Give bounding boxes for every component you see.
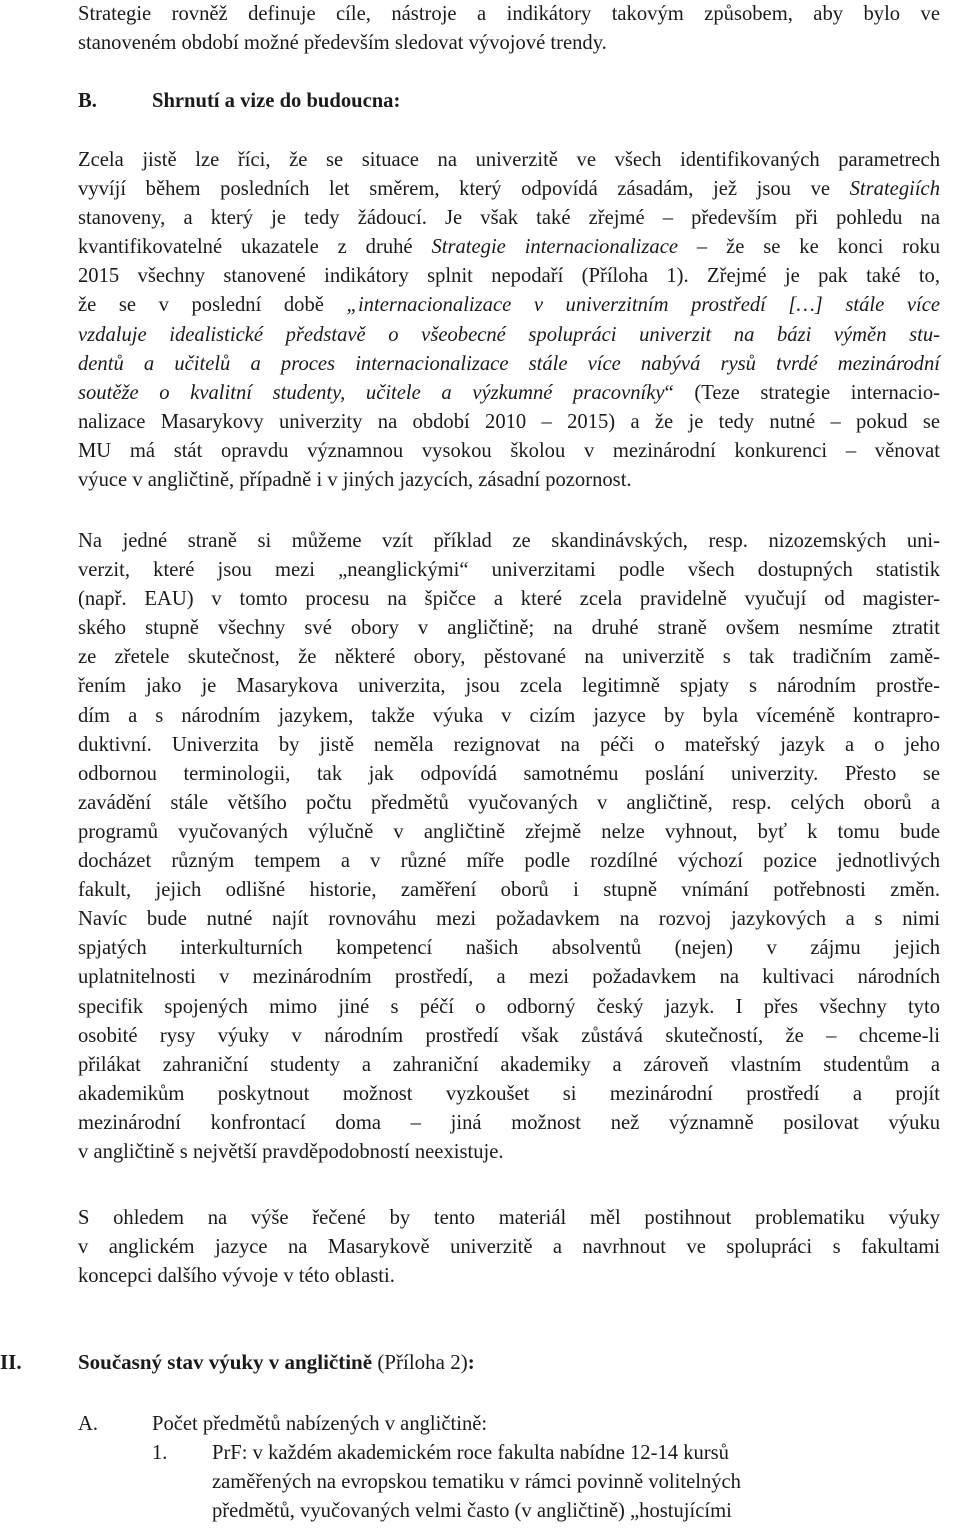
paragraph-scandinavian-example	[78, 527, 940, 1167]
section-b-heading	[78, 87, 400, 116]
section-b-label: B.	[78, 90, 97, 112]
p1-line-9: soutěže o kvalitní studenty, učitele a výzkumné pracovníky“ (Teze strategie internacio-	[78, 381, 940, 404]
p2-line: ze zřetele skutečnost, že některé obory, pěstované na univerzitě s tak tradičním zamě-	[78, 646, 940, 669]
p2-line: mezinárodní konfrontací doma – jiná možnost než významně posilovat výuku	[78, 1111, 940, 1134]
p2-line: Na jedné straně si můžeme vzít příklad ze skandinávských, resp. nizozemských uni-	[78, 530, 940, 552]
p2-line: uplatnitelnosti v mezinárodním prostředí, a mezi požadavkem na kultivaci národních	[78, 966, 940, 989]
intro-line-2: stanoveném období možné především sledovat vývojové trendy.	[78, 32, 607, 55]
p1-line-1: Zcela jistě lze říci, že se situace na univerzitě ve všech identifikovaných parametrech	[78, 149, 940, 171]
p3-line: koncepci dalšího vývoje v této oblasti.	[78, 1265, 395, 1288]
p1-line-5: 2015 všechny stanovené indikátory splnit nepodaří (Příloha 1). Zřejmé je pak také to,	[78, 265, 940, 288]
p2-line: odbornou terminologii, tak jak odpovídá samotnému poslání univerzity. Přesto se	[78, 762, 940, 785]
p1-line-8: dentů a učitelů a proces internacionalizace stále více nabývá rysů tvrdé mezinárodní	[78, 352, 940, 375]
p3-line: S ohledem na výše řečené by tento materiál měl postihnout problematiku výuky	[78, 1207, 940, 1229]
section-b-title: Shrnutí a vize do budoucna:	[152, 90, 401, 112]
p2-line: řením jako je Masarykova univerzita, jsou zcela legitimně spjaty s národním prostře-	[78, 675, 940, 698]
p2-line: specifik spojených mimo jiné s péčí o odborný český jazyk. I přes všechny tyto	[78, 995, 940, 1018]
p2-line: verzit, které jsou mezi „neanglickými“ univerzitami podle všech dostupných statistik	[78, 559, 940, 582]
p1-line-11: MU má stát opravdu významnou vysokou školou v mezinárodní konkurenci – věnovat	[78, 439, 940, 462]
p2-line: zavádění stále většího počtu předmětů vyučovaných v angličtině, resp. celých oborů a	[78, 791, 940, 814]
p1-line-4: kvantifikovatelné ukazatele z druhé Strategie internacionalizace – že se ke konci roku	[78, 236, 941, 259]
p1-line-12: výuce v angličtině, případně i v jiných jazycích, zásadní pozornost.	[78, 469, 632, 492]
p2-line: spjatých interkulturních kompetencí našich absolventů (nejen) v zájmu jejich	[78, 937, 940, 960]
p2-line: fakult, jejich odlišné historie, zaměření oborů i stupně vnímání potřebnosti změn.	[78, 879, 940, 902]
p2-line: docházet různým tempem a v různé míře podle rozdílné výchozí pozice jednotlivých	[78, 850, 940, 873]
p2-line: v angličtině s největší pravděpodobností neexistuje.	[78, 1140, 504, 1163]
paragraph-purpose	[78, 1204, 940, 1291]
intro-paragraph	[78, 0, 940, 58]
list-item-line: zaměřených na evropskou tematiku v rámci povinně volitelných	[212, 1471, 741, 1493]
p3-line: v anglickém jazyce na Masarykově univerzitě a navrhnout ve spolupráci s fakultami	[78, 1236, 940, 1259]
p2-line: programů vyučovaných výlučně v angličtině zřejmě nelze vyhnout, byť k tomu bude	[78, 820, 940, 843]
p2-line: přilákat zahraniční studenty a zahraniční akademiky a zároveň vlastním studentům a	[78, 1053, 940, 1076]
subsection-a-heading	[78, 1410, 487, 1439]
p2-line: duktivní. Univerzita by jistě neměla rezignovat na péči o mateřský jazyk a o jeho	[78, 733, 940, 756]
p1-line-3: stanoveny, a který je tedy žádoucí. Je však také zřejmé – především při pohledu na	[78, 207, 940, 230]
list-item-line: PrF: v každém akademickém roce fakulta nabídne 12-14 kursů	[212, 1442, 729, 1464]
subsection-a-label: A.	[78, 1413, 99, 1435]
p1-line-2: vyvíjí během posledních let směrem, který odpovídá zásadám, jež jsou ve Strategiích	[78, 178, 940, 201]
p1-line-7: vzdaluje idealistické představě o všeobecné spolupráci univerzit na bázi výměn stu-	[78, 323, 940, 346]
list-item-line: předmětů, vyučovaných velmi často (v angličtině) „hostujícími	[212, 1500, 732, 1522]
section-ii-number: II.	[0, 1350, 22, 1374]
p1-line-10: nalizace Masarykovy univerzity na období 2010 – 2015) a že je tedy nutné – pokud se	[78, 410, 940, 433]
list-item-number: 1.	[152, 1442, 168, 1464]
p2-line: akademikům poskytnout možnost vyzkoušet si mezinárodní prostředí a projít	[78, 1082, 940, 1105]
p2-line: osobité rysy výuky v národním prostředí však zůstává skutečností, že – chceme-li	[78, 1024, 940, 1047]
p1-line-6: že se v poslední době „internacionalizace v univerzitním prostředí […] stále více	[78, 294, 940, 317]
p2-line: dím a s národním jazykem, takže výuka v cizím jazyce by byla víceméně kontrapro-	[78, 704, 940, 727]
intro-line-1: Strategie rovněž definuje cíle, nástroje a indikátory takovým způsobem, aby bylo ve	[78, 3, 940, 25]
subsection-a-title: Počet předmětů nabízených v angličtině:	[152, 1413, 488, 1435]
p2-line: ského stupně všechny své obory v angličtině; na druhé straně ovšem nesmíme ztratit	[78, 617, 940, 640]
section-ii-title: Současný stav výuky v angličtině (Příloha 2):	[78, 1350, 475, 1374]
p2-line: (např. EAU) v tomto procesu na špičce a které zcela pravidelně vyučují od magister-	[78, 588, 940, 611]
p2-line: Navíc bude nutné najít rovnováhu mezi požadavkem na rozvoj jazykových a s nimi	[78, 908, 940, 931]
paragraph-vision	[78, 146, 940, 495]
